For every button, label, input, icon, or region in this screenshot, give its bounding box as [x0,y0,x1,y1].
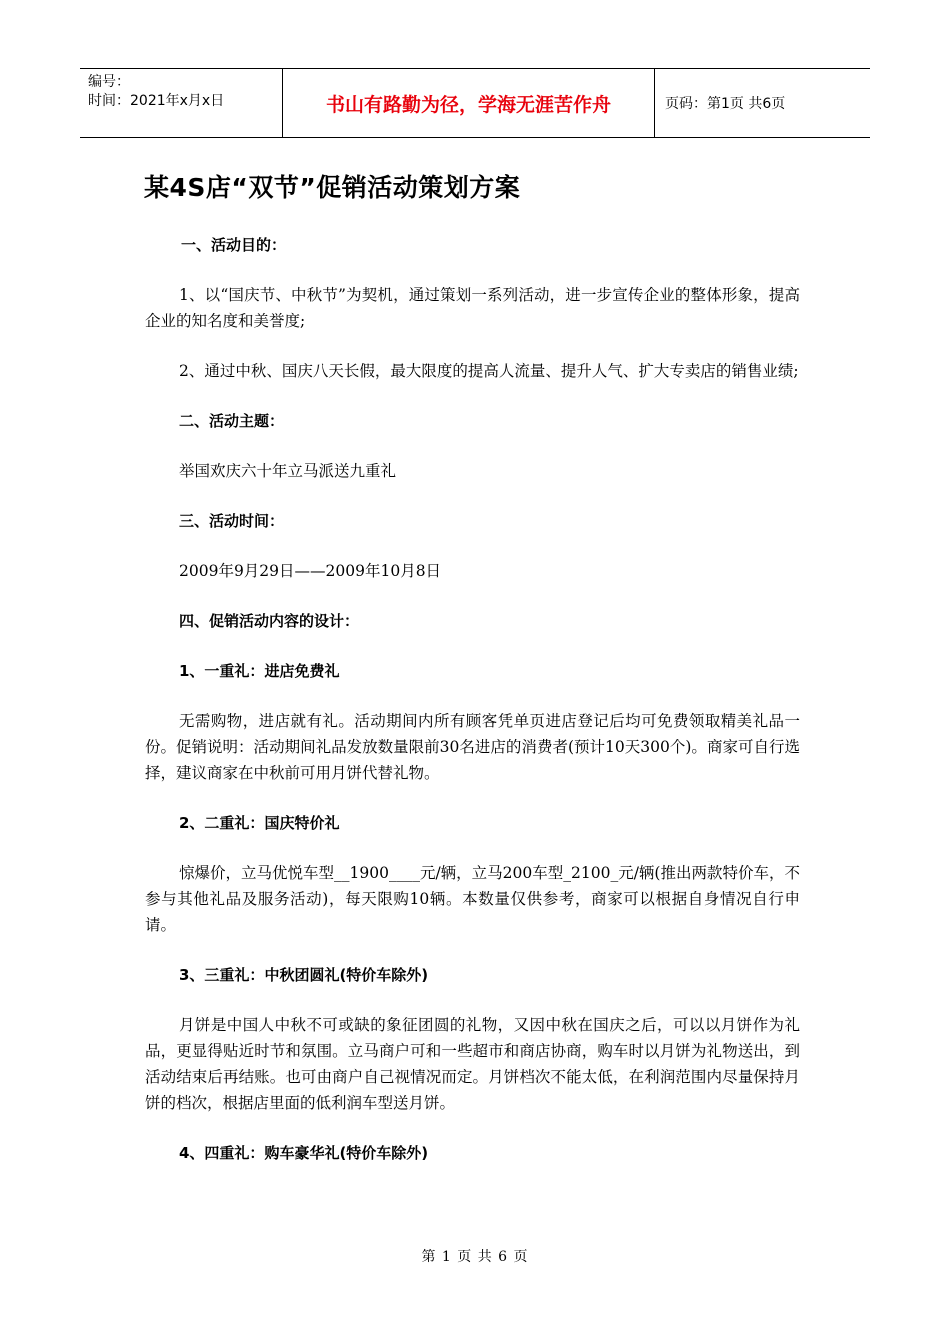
time-label: 时间：2021年x月x日 [88,93,225,109]
section-heading-content: 四、促销活动内容的设计： [179,612,360,630]
header-page-info: 页码：第1页 共6页 [665,96,786,112]
section-heading-theme: 二、活动主题： [179,412,285,430]
paragraph: 2009年9月29日——2009年10月8日 [179,562,442,580]
document-body [145,232,800,1190]
paragraph: 惊爆价，立马优悦车型__1900____元/辆，立马200车型_2100_元/辆(推出两款特价车，不参与其他礼品及服务活动)，每天限购10辆。本数量仅供参考，商家可以根据自身情况自行申请。 [145,864,800,934]
header-motto: 书山有路勤为径，学海无涯苦作舟 [282,69,655,137]
section-heading-time: 三、活动时间： [179,512,285,530]
paragraph: 无需购物，进店就有礼。活动期间内所有顾客凭单页进店登记后均可免费领取精美礼品一份。促销说明：活动期间礼品发放数量限前30名进店的消费者(预计10天300个)。商家可自行选择，建议商家在中秋前可用月饼代替礼物。 [145,712,800,782]
header-meta-cell [80,69,282,137]
document-title: 某4S店“双节”促销活动策划方案 [144,173,521,202]
number-label: 编号： [88,74,130,90]
page-footer: 第 1 页 共 6 页 [421,1249,529,1265]
gift-heading-1: 1、一重礼：进店免费礼 [179,662,340,680]
gift-heading-3: 3、三重礼：中秋团圆礼(特价车除外) [179,966,429,984]
section-heading-purpose: 一、活动目的： [181,236,287,254]
paragraph: 2、通过中秋、国庆八天长假，最大限度的提高人流量、提升人气、扩大专卖店的销售业绩; [179,362,799,380]
gift-heading-4: 4、四重礼：购车豪华礼(特价车除外) [179,1144,429,1162]
document-header [80,68,870,138]
gift-heading-2: 2、二重礼：国庆特价礼 [179,814,340,832]
paragraph: 1、以“国庆节、中秋节”为契机，通过策划一系列活动，进一步宣传企业的整体形象，提高企业的知名度和美誉度; [145,286,800,330]
paragraph: 举国欢庆六十年立马派送九重礼 [179,462,397,480]
paragraph: 月饼是中国人中秋不可或缺的象征团圆的礼物，又因中秋在国庆之后，可以以月饼作为礼品，更显得贴近时节和氛围。立马商户可和一些超市和商店协商，购车时以月饼为礼物送出，到活动结束后再结账。也可由商户自己视情况而定。月饼档次不能太低，在利润范围内尽量保持月饼的档次，根据店里面的低利润车型送月饼。 [145,1016,800,1112]
